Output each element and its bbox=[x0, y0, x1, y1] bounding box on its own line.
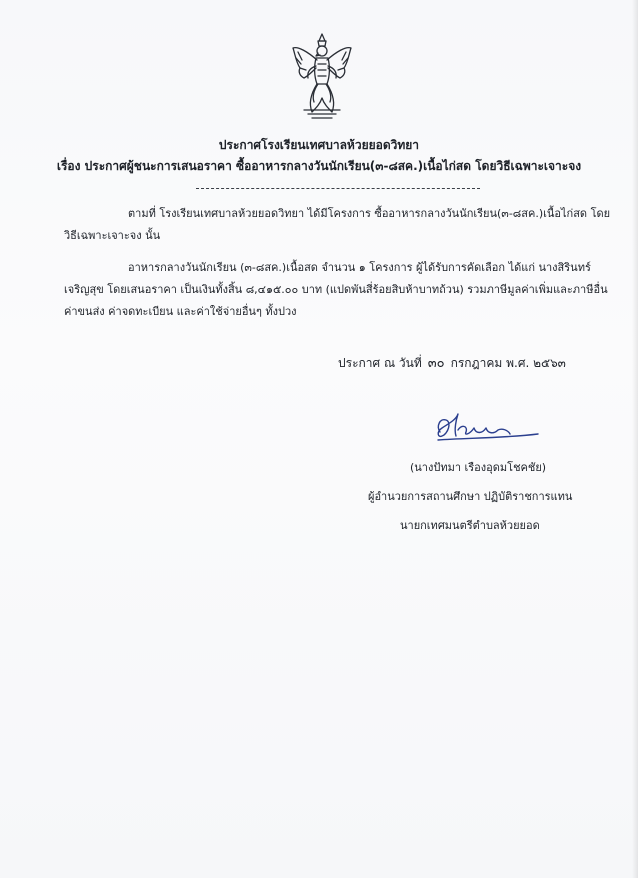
paragraph-2-line-2: เจริญสุข โดยเสนอราคา เป็นเงินทั้งสิ้น ๘,๔๑๕.๐๐ บาท (แปดพันสี่ร้อยสิบห้าบาทถ้วน) รวมภาษีมูลค่าเพิ่มและภาษีอื่น bbox=[64, 283, 608, 296]
garuda-emblem-icon bbox=[290, 32, 354, 122]
document-title: ประกาศโรงเรียนเทศบาลห้วยยอดวิทยา bbox=[218, 138, 420, 152]
document-subject: เรื่อง ประกาศผู้ชนะการเสนอราคา ซื้ออาหารกลางวันนักเรียน(๓-๘สค.)เนื้อไก่สด โดยวิธีเฉพาะเจาะจง bbox=[56, 159, 582, 173]
announcement-date bbox=[338, 352, 566, 373]
handwritten-signature-icon bbox=[426, 408, 546, 448]
announcement-prefix: ประกาศ ณ วันที่ bbox=[338, 356, 422, 370]
signatory-position-2: นายกเทศมนตรีตำบลห้วยยอด bbox=[400, 519, 540, 532]
dashed-divider bbox=[196, 188, 480, 189]
paragraph-1-line-1: ตามที่ โรงเรียนเทศบาลห้วยยอดวิทยา ได้มีโครงการ ซื้ออาหารกลางวันนักเรียน(๓-๘สค.)เนื้อไก่สด โดย bbox=[128, 207, 611, 220]
paragraph-2-line-3: ค่าขนส่ง ค่าจดทะเบียน และค่าใช้จ่ายอื่นๆ ทั้งปวง bbox=[64, 305, 297, 318]
announcement-day: ๓๐ bbox=[427, 356, 445, 371]
signatory-name: (นางปัทมา เรืองอุดมโชคชัย) bbox=[410, 461, 547, 474]
signatory-position: ผู้อำนวยการสถานศึกษา ปฏิบัติราชการแทน bbox=[368, 490, 573, 503]
paragraph-1-line-2: วิธีเฉพาะเจาะจง นั้น bbox=[64, 229, 161, 242]
page-edge-shadow bbox=[632, 0, 638, 878]
announcement-month-year: กรกฎาคม พ.ศ. ๒๕๖๓ bbox=[450, 356, 566, 370]
paragraph-2-line-1: อาหารกลางวันนักเรียน (๓-๘สค.)เนื้อสด จำนวน ๑ โครงการ ผู้ได้รับการคัดเลือก ได้แก่ นางสิรินทร์ bbox=[128, 261, 591, 274]
